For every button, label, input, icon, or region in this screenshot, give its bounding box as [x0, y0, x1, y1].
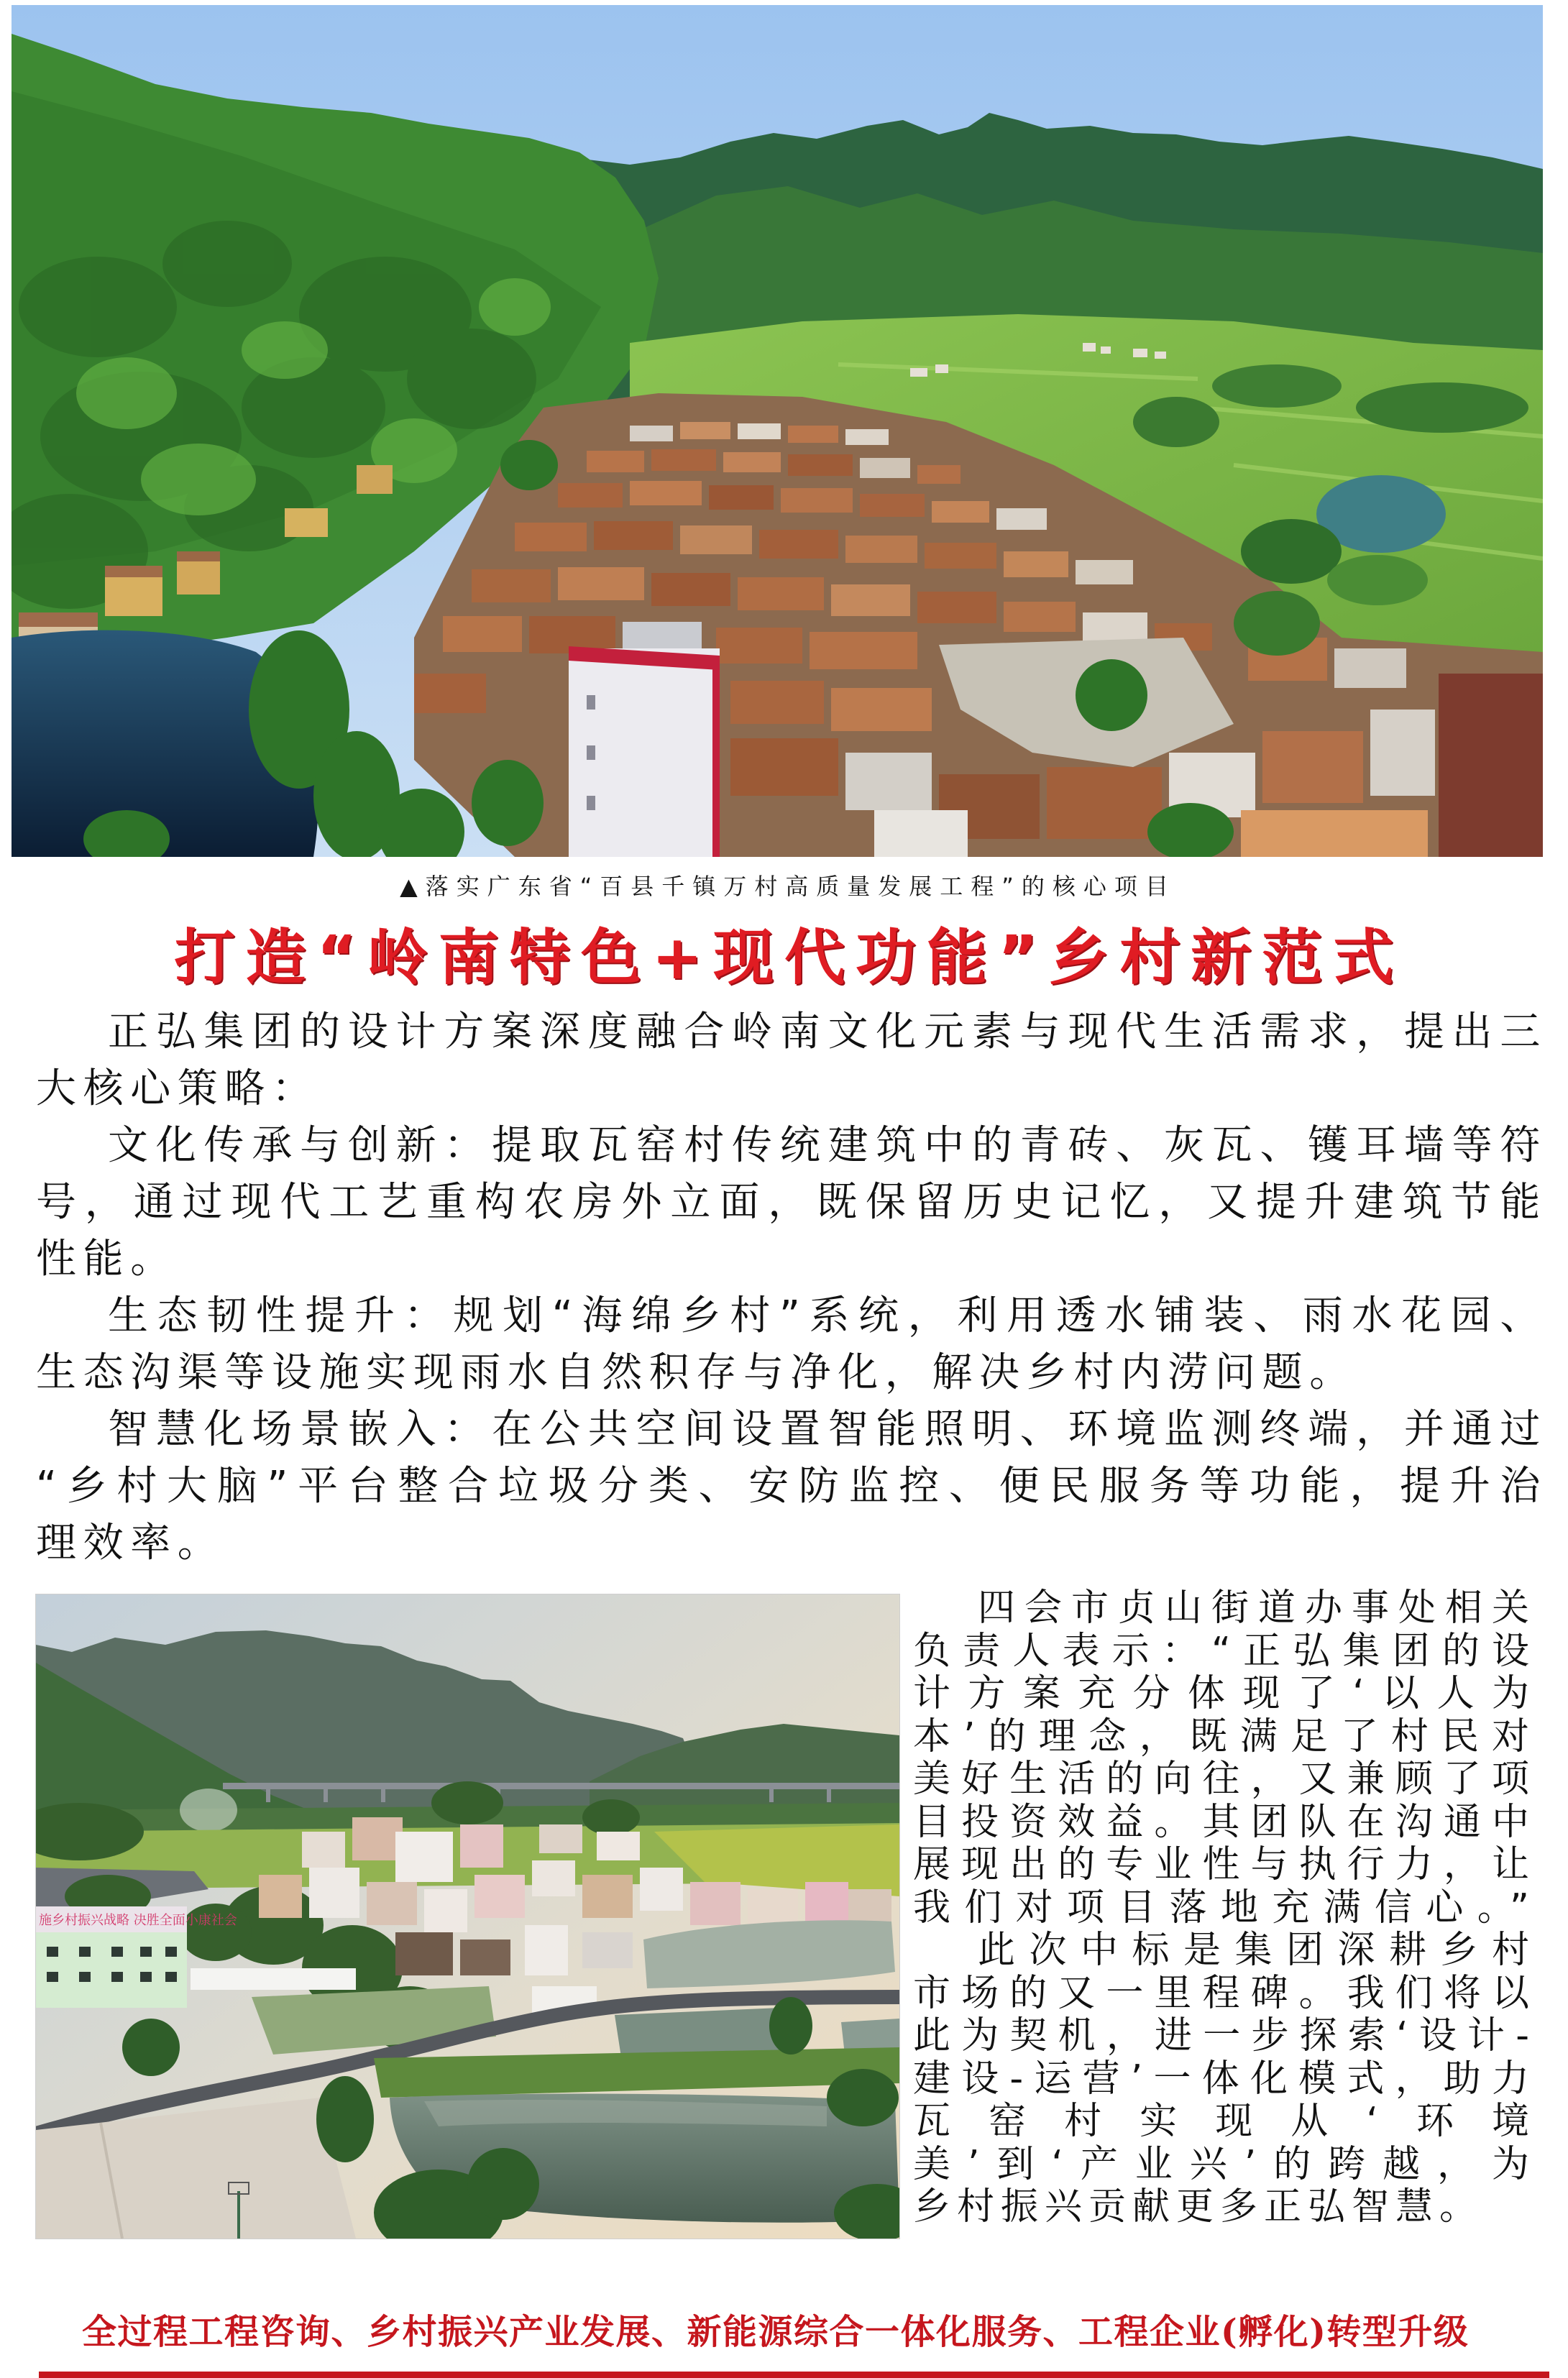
- body-line: 大核心策略：: [36, 1065, 319, 1112]
- quote-line: 乡村振兴贡献更多正弘智慧。: [913, 2186, 1484, 2228]
- quote-line: 建设-运营’一体化模式，助力: [913, 2057, 1536, 2101]
- quote-line: 负责人表示：“正弘集团的设: [913, 1630, 1536, 1673]
- photo-caption: ▲落实广东省“百县千镇万村高质量发展工程”的核心项目: [400, 873, 1176, 900]
- quote-line: 此次中标是集团深耕乡村: [978, 1929, 1536, 1972]
- quote-line: 本’的理念，既满足了村民对: [913, 1715, 1536, 1758]
- quote-line: 此为契机，进一步探索‘设计-: [913, 2015, 1536, 2057]
- footer-divider: [39, 2372, 1549, 2378]
- quote-line: 市场的又一里程碑。我们将以: [913, 1972, 1536, 2015]
- body-line: 号，通过现代工艺重构农房外立面，既保留历史记忆，又提升建筑节能: [36, 1179, 1547, 1226]
- quote-line: 我们对项目落地充满信心。”: [913, 1886, 1536, 1929]
- quote-line: 展现出的专业性与执行力，让: [913, 1844, 1536, 1886]
- body-line: 智慧化场景嵌入：在公共空间设置智能照明、环境监测终端，并通过: [108, 1406, 1547, 1453]
- quote-line: 计方案充分体现了‘以人为: [913, 1673, 1536, 1715]
- quote-line: 四会市贞山街道办事处相关: [978, 1587, 1536, 1630]
- building-banner-text: 施乡村振兴战略 决胜全面小康社会: [39, 1913, 237, 1928]
- body-line: “乡村大脑”平台整合垃圾分类、安防监控、便民服务等功能，提升治: [36, 1463, 1547, 1510]
- smoke: [180, 1789, 237, 1832]
- quote-line: 瓦窑村实现从‘环境: [913, 2101, 1536, 2143]
- aerial-village-illustration: [12, 5, 1543, 857]
- footer-tagline: 全过程工程咨询、乡村振兴产业发展、新能源综合一体化服务、工程企业(孵化)转型升级: [82, 2312, 1470, 2352]
- body-line: 生态沟渠等设施实现雨水自然积存与净化，解决乡村内涝问题。: [36, 1349, 1357, 1396]
- headline: 打造“岭南特色+现代功能”乡村新范式: [174, 922, 1405, 993]
- aerial-village-photo: [12, 5, 1543, 857]
- village-view-illustration: [36, 1594, 899, 2239]
- body-line: 正弘集团的设计方案深度融合岭南文化元素与现代生活需求，提出三: [108, 1009, 1547, 1055]
- body-line: 文化传承与创新：提取瓦窑村传统建筑中的青砖、灰瓦、镬耳墙等符: [108, 1122, 1547, 1169]
- body-line: 理效率。: [36, 1520, 225, 1566]
- village-view-photo: [36, 1594, 899, 2239]
- quote-column: [913, 1587, 1536, 2229]
- body-line: 生态韧性提升：规划“海绵乡村”系统，利用透水铺装、雨水花园、: [108, 1293, 1547, 1339]
- quote-line: 美好生活的向往，又兼顾了项: [913, 1758, 1536, 1801]
- body-line: 性能。: [36, 1236, 178, 1282]
- quote-line: 目投资效益。其团队在沟通中: [913, 1801, 1536, 1844]
- white-tower-building: [569, 646, 720, 857]
- quote-line: 美’到‘产业兴’的跨越，为: [913, 2143, 1536, 2186]
- body-text: [36, 1004, 1547, 1571]
